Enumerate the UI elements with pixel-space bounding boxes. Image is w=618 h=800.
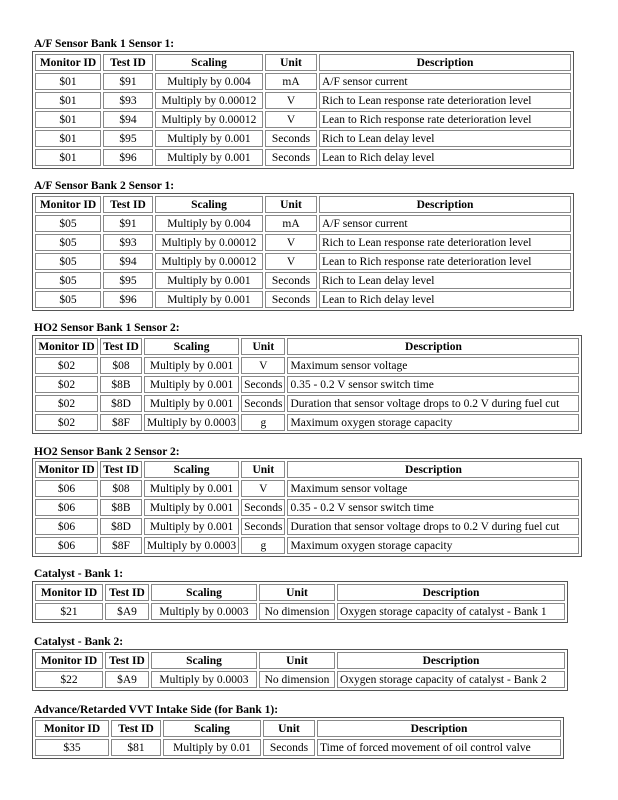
cell-scaling: Multiply by 0.00012	[155, 234, 263, 251]
cell-scaling: Multiply by 0.00012	[155, 253, 263, 270]
cell-monitor-id: $05	[35, 215, 101, 232]
section-title: A/F Sensor Bank 1 Sensor 1:	[34, 38, 175, 50]
cell-monitor-id: $21	[35, 603, 103, 620]
cell-description: Oxygen storage capacity of catalyst - Bank 2	[337, 671, 565, 688]
header-scaling: Scaling	[155, 54, 263, 71]
cell-monitor-id: $35	[35, 739, 109, 756]
cell-description: Maximum sensor voltage	[287, 357, 579, 374]
table-row	[35, 291, 571, 308]
cell-description: Maximum sensor voltage	[287, 480, 579, 497]
cell-monitor-id: $01	[35, 130, 101, 147]
header-unit: Unit	[265, 54, 317, 71]
table-row	[35, 395, 579, 412]
cell-unit: Seconds	[241, 518, 285, 535]
header-unit: Unit	[259, 584, 335, 601]
section-title: HO2 Sensor Bank 1 Sensor 2:	[34, 322, 180, 334]
header-test-id: Test ID	[100, 338, 142, 355]
cell-scaling: Multiply by 0.001	[155, 272, 263, 289]
cell-scaling: Multiply by 0.001	[144, 499, 239, 516]
table-row	[35, 253, 571, 270]
cell-description: 0.35 - 0.2 V sensor switch time	[287, 376, 579, 393]
cell-scaling: Multiply by 0.001	[144, 480, 239, 497]
cell-scaling: Multiply by 0.00012	[155, 92, 263, 109]
header-scaling: Scaling	[155, 196, 263, 213]
table-header-row	[35, 584, 565, 601]
cell-scaling: Multiply by 0.001	[144, 518, 239, 535]
cell-test-id: $08	[100, 357, 142, 374]
cell-monitor-id: $06	[35, 480, 98, 497]
cell-test-id: $8D	[100, 395, 142, 412]
cell-test-id: $95	[103, 272, 153, 289]
cell-scaling: Multiply by 0.004	[155, 215, 263, 232]
cell-scaling: Multiply by 0.0003	[151, 603, 257, 620]
cell-description: Lean to Rich delay level	[319, 291, 571, 308]
cell-test-id: $94	[103, 111, 153, 128]
cell-scaling: Multiply by 0.0003	[144, 414, 239, 431]
cell-unit: V	[265, 111, 317, 128]
cell-unit: V	[265, 234, 317, 251]
cell-unit: Seconds	[241, 395, 285, 412]
data-table	[32, 51, 574, 169]
cell-scaling: Multiply by 0.00012	[155, 111, 263, 128]
cell-scaling: Multiply by 0.001	[155, 130, 263, 147]
header-test-id: Test ID	[105, 584, 149, 601]
header-scaling: Scaling	[163, 720, 261, 737]
cell-monitor-id: $02	[35, 414, 98, 431]
cell-monitor-id: $05	[35, 253, 101, 270]
table-row	[35, 499, 579, 516]
cell-test-id: $93	[103, 234, 153, 251]
cell-unit: Seconds	[241, 499, 285, 516]
cell-unit: V	[241, 357, 285, 374]
cell-description: Lean to Rich response rate deterioration level	[319, 253, 571, 270]
cell-scaling: Multiply by 0.001	[144, 357, 239, 374]
cell-test-id: $A9	[105, 671, 149, 688]
cell-monitor-id: $05	[35, 291, 101, 308]
header-description: Description	[319, 196, 571, 213]
cell-test-id: $8F	[100, 537, 142, 554]
cell-test-id: $96	[103, 291, 153, 308]
table-row	[35, 537, 579, 554]
cell-description: Rich to Lean delay level	[319, 130, 571, 147]
header-description: Description	[319, 54, 571, 71]
table-header-row	[35, 338, 579, 355]
cell-monitor-id: $01	[35, 111, 101, 128]
section-title: HO2 Sensor Bank 2 Sensor 2:	[34, 446, 180, 458]
cell-test-id: $81	[111, 739, 161, 756]
cell-scaling: Multiply by 0.0003	[151, 671, 257, 688]
cell-scaling: Multiply by 0.0003	[144, 537, 239, 554]
cell-description: A/F sensor current	[319, 215, 571, 232]
header-monitor-id: Monitor ID	[35, 584, 103, 601]
header-scaling: Scaling	[151, 652, 257, 669]
table-row	[35, 130, 571, 147]
cell-monitor-id: $02	[35, 357, 98, 374]
header-unit: Unit	[241, 461, 285, 478]
cell-description: Maximum oxygen storage capacity	[287, 537, 579, 554]
cell-test-id: $A9	[105, 603, 149, 620]
cell-unit: g	[241, 537, 285, 554]
cell-description: Lean to Rich delay level	[319, 149, 571, 166]
cell-unit: Seconds	[265, 291, 317, 308]
table-row	[35, 357, 579, 374]
cell-unit: V	[241, 480, 285, 497]
cell-description: Duration that sensor voltage drops to 0.2 V during fuel cut	[287, 395, 579, 412]
data-table	[32, 193, 574, 311]
cell-description: A/F sensor current	[319, 73, 571, 90]
header-description: Description	[337, 652, 565, 669]
table-row	[35, 376, 579, 393]
table-row	[35, 111, 571, 128]
cell-monitor-id: $06	[35, 518, 98, 535]
cell-description: Lean to Rich response rate deterioration level	[319, 111, 571, 128]
table-header-row	[35, 54, 571, 71]
header-monitor-id: Monitor ID	[35, 720, 109, 737]
cell-description: Rich to Lean response rate deterioration level	[319, 92, 571, 109]
cell-unit: V	[265, 253, 317, 270]
table-header-row	[35, 461, 579, 478]
cell-monitor-id: $05	[35, 272, 101, 289]
cell-unit: Seconds	[265, 149, 317, 166]
cell-monitor-id: $06	[35, 537, 98, 554]
table-header-row	[35, 720, 561, 737]
cell-test-id: $96	[103, 149, 153, 166]
cell-monitor-id: $02	[35, 376, 98, 393]
data-table	[32, 581, 568, 623]
cell-scaling: Multiply by 0.001	[155, 149, 263, 166]
table-header-row	[35, 652, 565, 669]
header-test-id: Test ID	[105, 652, 149, 669]
cell-unit: Seconds	[241, 376, 285, 393]
header-unit: Unit	[259, 652, 335, 669]
header-test-id: Test ID	[103, 54, 153, 71]
table-header-row	[35, 196, 571, 213]
header-monitor-id: Monitor ID	[35, 338, 98, 355]
cell-scaling: Multiply by 0.01	[163, 739, 261, 756]
data-table	[32, 649, 568, 691]
cell-scaling: Multiply by 0.001	[155, 291, 263, 308]
cell-unit: mA	[265, 73, 317, 90]
table-row	[35, 234, 571, 251]
cell-unit: No dimension	[259, 671, 335, 688]
cell-unit: V	[265, 92, 317, 109]
cell-test-id: $95	[103, 130, 153, 147]
cell-scaling: Multiply by 0.004	[155, 73, 263, 90]
data-table	[32, 335, 582, 434]
table-row	[35, 149, 571, 166]
header-monitor-id: Monitor ID	[35, 461, 98, 478]
cell-test-id: $91	[103, 73, 153, 90]
cell-monitor-id: $02	[35, 395, 98, 412]
table-row	[35, 414, 579, 431]
header-description: Description	[337, 584, 565, 601]
cell-unit: Seconds	[263, 739, 315, 756]
header-monitor-id: Monitor ID	[35, 652, 103, 669]
table-row	[35, 92, 571, 109]
table-row	[35, 603, 565, 620]
cell-monitor-id: $06	[35, 499, 98, 516]
cell-description: Time of forced movement of oil control valve	[317, 739, 561, 756]
cell-description: 0.35 - 0.2 V sensor switch time	[287, 499, 579, 516]
table-row	[35, 739, 561, 756]
data-table	[32, 717, 564, 759]
header-description: Description	[317, 720, 561, 737]
header-description: Description	[287, 338, 579, 355]
table-row	[35, 480, 579, 497]
cell-scaling: Multiply by 0.001	[144, 376, 239, 393]
cell-description: Oxygen storage capacity of catalyst - Bank 1	[337, 603, 565, 620]
cell-description: Rich to Lean delay level	[319, 272, 571, 289]
table-row	[35, 215, 571, 232]
table-row	[35, 671, 565, 688]
section-title: A/F Sensor Bank 2 Sensor 1:	[34, 180, 175, 192]
cell-monitor-id: $01	[35, 73, 101, 90]
header-test-id: Test ID	[103, 196, 153, 213]
header-monitor-id: Monitor ID	[35, 54, 101, 71]
cell-description: Rich to Lean response rate deterioration level	[319, 234, 571, 251]
header-scaling: Scaling	[151, 584, 257, 601]
cell-description: Maximum oxygen storage capacity	[287, 414, 579, 431]
cell-monitor-id: $05	[35, 234, 101, 251]
cell-test-id: $8B	[100, 376, 142, 393]
cell-test-id: $8B	[100, 499, 142, 516]
header-scaling: Scaling	[144, 338, 239, 355]
cell-scaling: Multiply by 0.001	[144, 395, 239, 412]
cell-unit: Seconds	[265, 272, 317, 289]
header-test-id: Test ID	[111, 720, 161, 737]
header-unit: Unit	[241, 338, 285, 355]
cell-unit: g	[241, 414, 285, 431]
cell-test-id: $8F	[100, 414, 142, 431]
cell-description: Duration that sensor voltage drops to 0.2 V during fuel cut	[287, 518, 579, 535]
header-description: Description	[287, 461, 579, 478]
table-row	[35, 73, 571, 90]
header-unit: Unit	[265, 196, 317, 213]
header-test-id: Test ID	[100, 461, 142, 478]
cell-unit: mA	[265, 215, 317, 232]
cell-test-id: $08	[100, 480, 142, 497]
cell-test-id: $94	[103, 253, 153, 270]
cell-test-id: $91	[103, 215, 153, 232]
cell-monitor-id: $01	[35, 92, 101, 109]
header-unit: Unit	[263, 720, 315, 737]
section-title: Catalyst - Bank 2:	[34, 636, 124, 648]
section-title: Advance/Retarded VVT Intake Side (for Bank 1):	[34, 704, 279, 716]
table-row	[35, 518, 579, 535]
cell-monitor-id: $01	[35, 149, 101, 166]
cell-test-id: $8D	[100, 518, 142, 535]
header-monitor-id: Monitor ID	[35, 196, 101, 213]
table-row	[35, 272, 571, 289]
header-scaling: Scaling	[144, 461, 239, 478]
cell-test-id: $93	[103, 92, 153, 109]
section-title: Catalyst - Bank 1:	[34, 568, 124, 580]
cell-unit: Seconds	[265, 130, 317, 147]
data-table	[32, 458, 582, 557]
cell-unit: No dimension	[259, 603, 335, 620]
cell-monitor-id: $22	[35, 671, 103, 688]
